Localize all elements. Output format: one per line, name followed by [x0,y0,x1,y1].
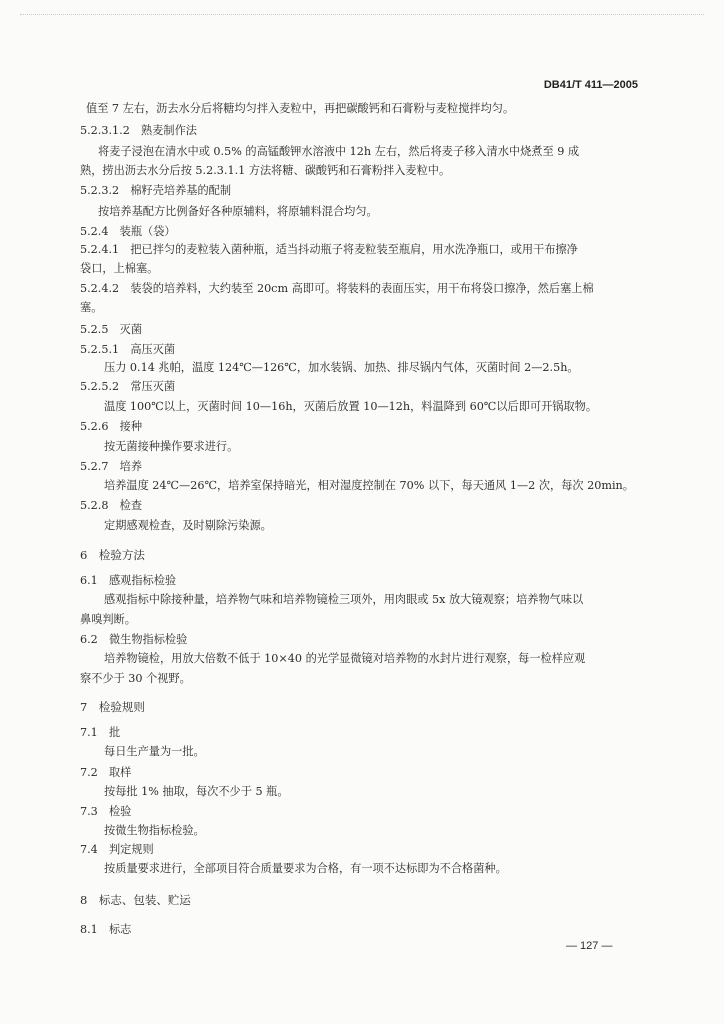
section-heading: 5.2.7 培养 [80,460,143,473]
body-text: 培养物镜检，用放大倍数不低于 10×40 的光学显微镜对培养物的水封片进行观察，每一检样应观 [104,652,586,665]
body-text: 鼻嗅判断。 [80,613,136,626]
body-text: 培养温度 24℃—26℃，培养室保持暗光，相对湿度控制在 70% 以下，每天通风 1—2 次，每次 20min。 [104,479,634,492]
section-heading: 6.1 感观指标检验 [80,574,177,587]
body-text: 将麦子浸泡在清水中或 0.5% 的高锰酸钾水溶液中 12h 左右，然后将麦子移入清水中烧煮至 9 成 [98,145,580,158]
section-heading: 5.2.6 接种 [80,420,143,433]
body-text: 5.2.4.1 把已拌匀的麦粒装入菌种瓶，适当抖动瓶子将麦粒装至瓶肩，用水洗净瓶口，或用干布擦净 [80,243,578,256]
body-text: 定期感观检查，及时剔除污染源。 [104,519,272,532]
page-number: — 127 — [566,940,613,952]
section-heading: 7.1 批 [80,726,121,739]
body-text: 按无菌接种操作要求进行。 [104,440,239,453]
body-text: 感观指标中除接种量，培养物气味和培养物镜检三项外，用肉眼或 5x 放大镜观察；培养物气味以 [104,593,584,606]
body-text: 压力 0.14 兆帕，温度 124℃—126℃，加水装锅、加热、排尽锅内气体，灭菌时间 2—2.5h。 [104,361,579,374]
body-text: 察不少于 30 个视野。 [80,672,191,685]
body-text: 按质量要求进行，全部项目符合质量要求为合格，有一项不达标即为不合格菌种。 [104,862,507,875]
section-heading: 7.2 取样 [80,766,132,779]
section-heading: 5.2.4 装瓶（袋） [80,225,176,238]
section-heading: 5.2.3.2 棉籽壳培养基的配制 [80,184,232,197]
body-text: 熟，捞出沥去水分后按 5.2.3.1.1 方法将糖、碳酸钙和石膏粉拌入麦粒中。 [80,164,451,177]
section-heading: 5.2.5.1 高压灭菌 [80,343,176,356]
section-heading: 6.2 微生物指标检验 [80,633,188,646]
body-text: 每日生产量为一批。 [104,745,205,758]
body-text: 按每批 1% 抽取，每次不少于 5 瓶。 [104,785,289,798]
section-heading: 7.4 判定规则 [80,843,154,856]
body-text: 温度 100℃以上，灭菌时间 10—16h，灭菌后放置 10—12h，料温降到 60℃以后即可开锅取物。 [104,400,598,413]
section-heading: 5.2.8 检查 [80,499,143,512]
section-heading: 5.2.5 灭菌 [80,323,143,336]
section-heading: 8.1 标志 [80,923,132,936]
body-text: 5.2.4.2 装袋的培养料，大约装至 20cm 高即可。将装料的表面压实，用干布将袋口擦净，然后塞上棉 [80,282,594,295]
body-text: 塞。 [80,301,103,314]
chapter-heading: 6 检验方法 [80,548,145,562]
section-heading: 5.2.3.1.2 熟麦制作法 [80,124,197,137]
scan-noise-line [20,14,704,17]
body-text: 袋口，上棉塞。 [80,262,159,275]
chapter-heading: 8 标志、包装、贮运 [80,893,191,907]
document-number: DB41/T 411—2005 [543,79,638,91]
body-text: 值至 7 左右，沥去水分后将糖均匀拌入麦粒中，再把碳酸钙和石膏粉与麦粒搅拌均匀。 [86,102,515,115]
section-heading: 7.3 检验 [80,805,132,818]
section-heading: 5.2.5.2 常压灭菌 [80,380,176,393]
body-text: 按培养基配方比例备好各种原辅料，将原辅料混合均匀。 [98,205,378,218]
body-text: 按微生物指标检验。 [104,824,205,837]
chapter-heading: 7 检验规则 [80,700,145,714]
